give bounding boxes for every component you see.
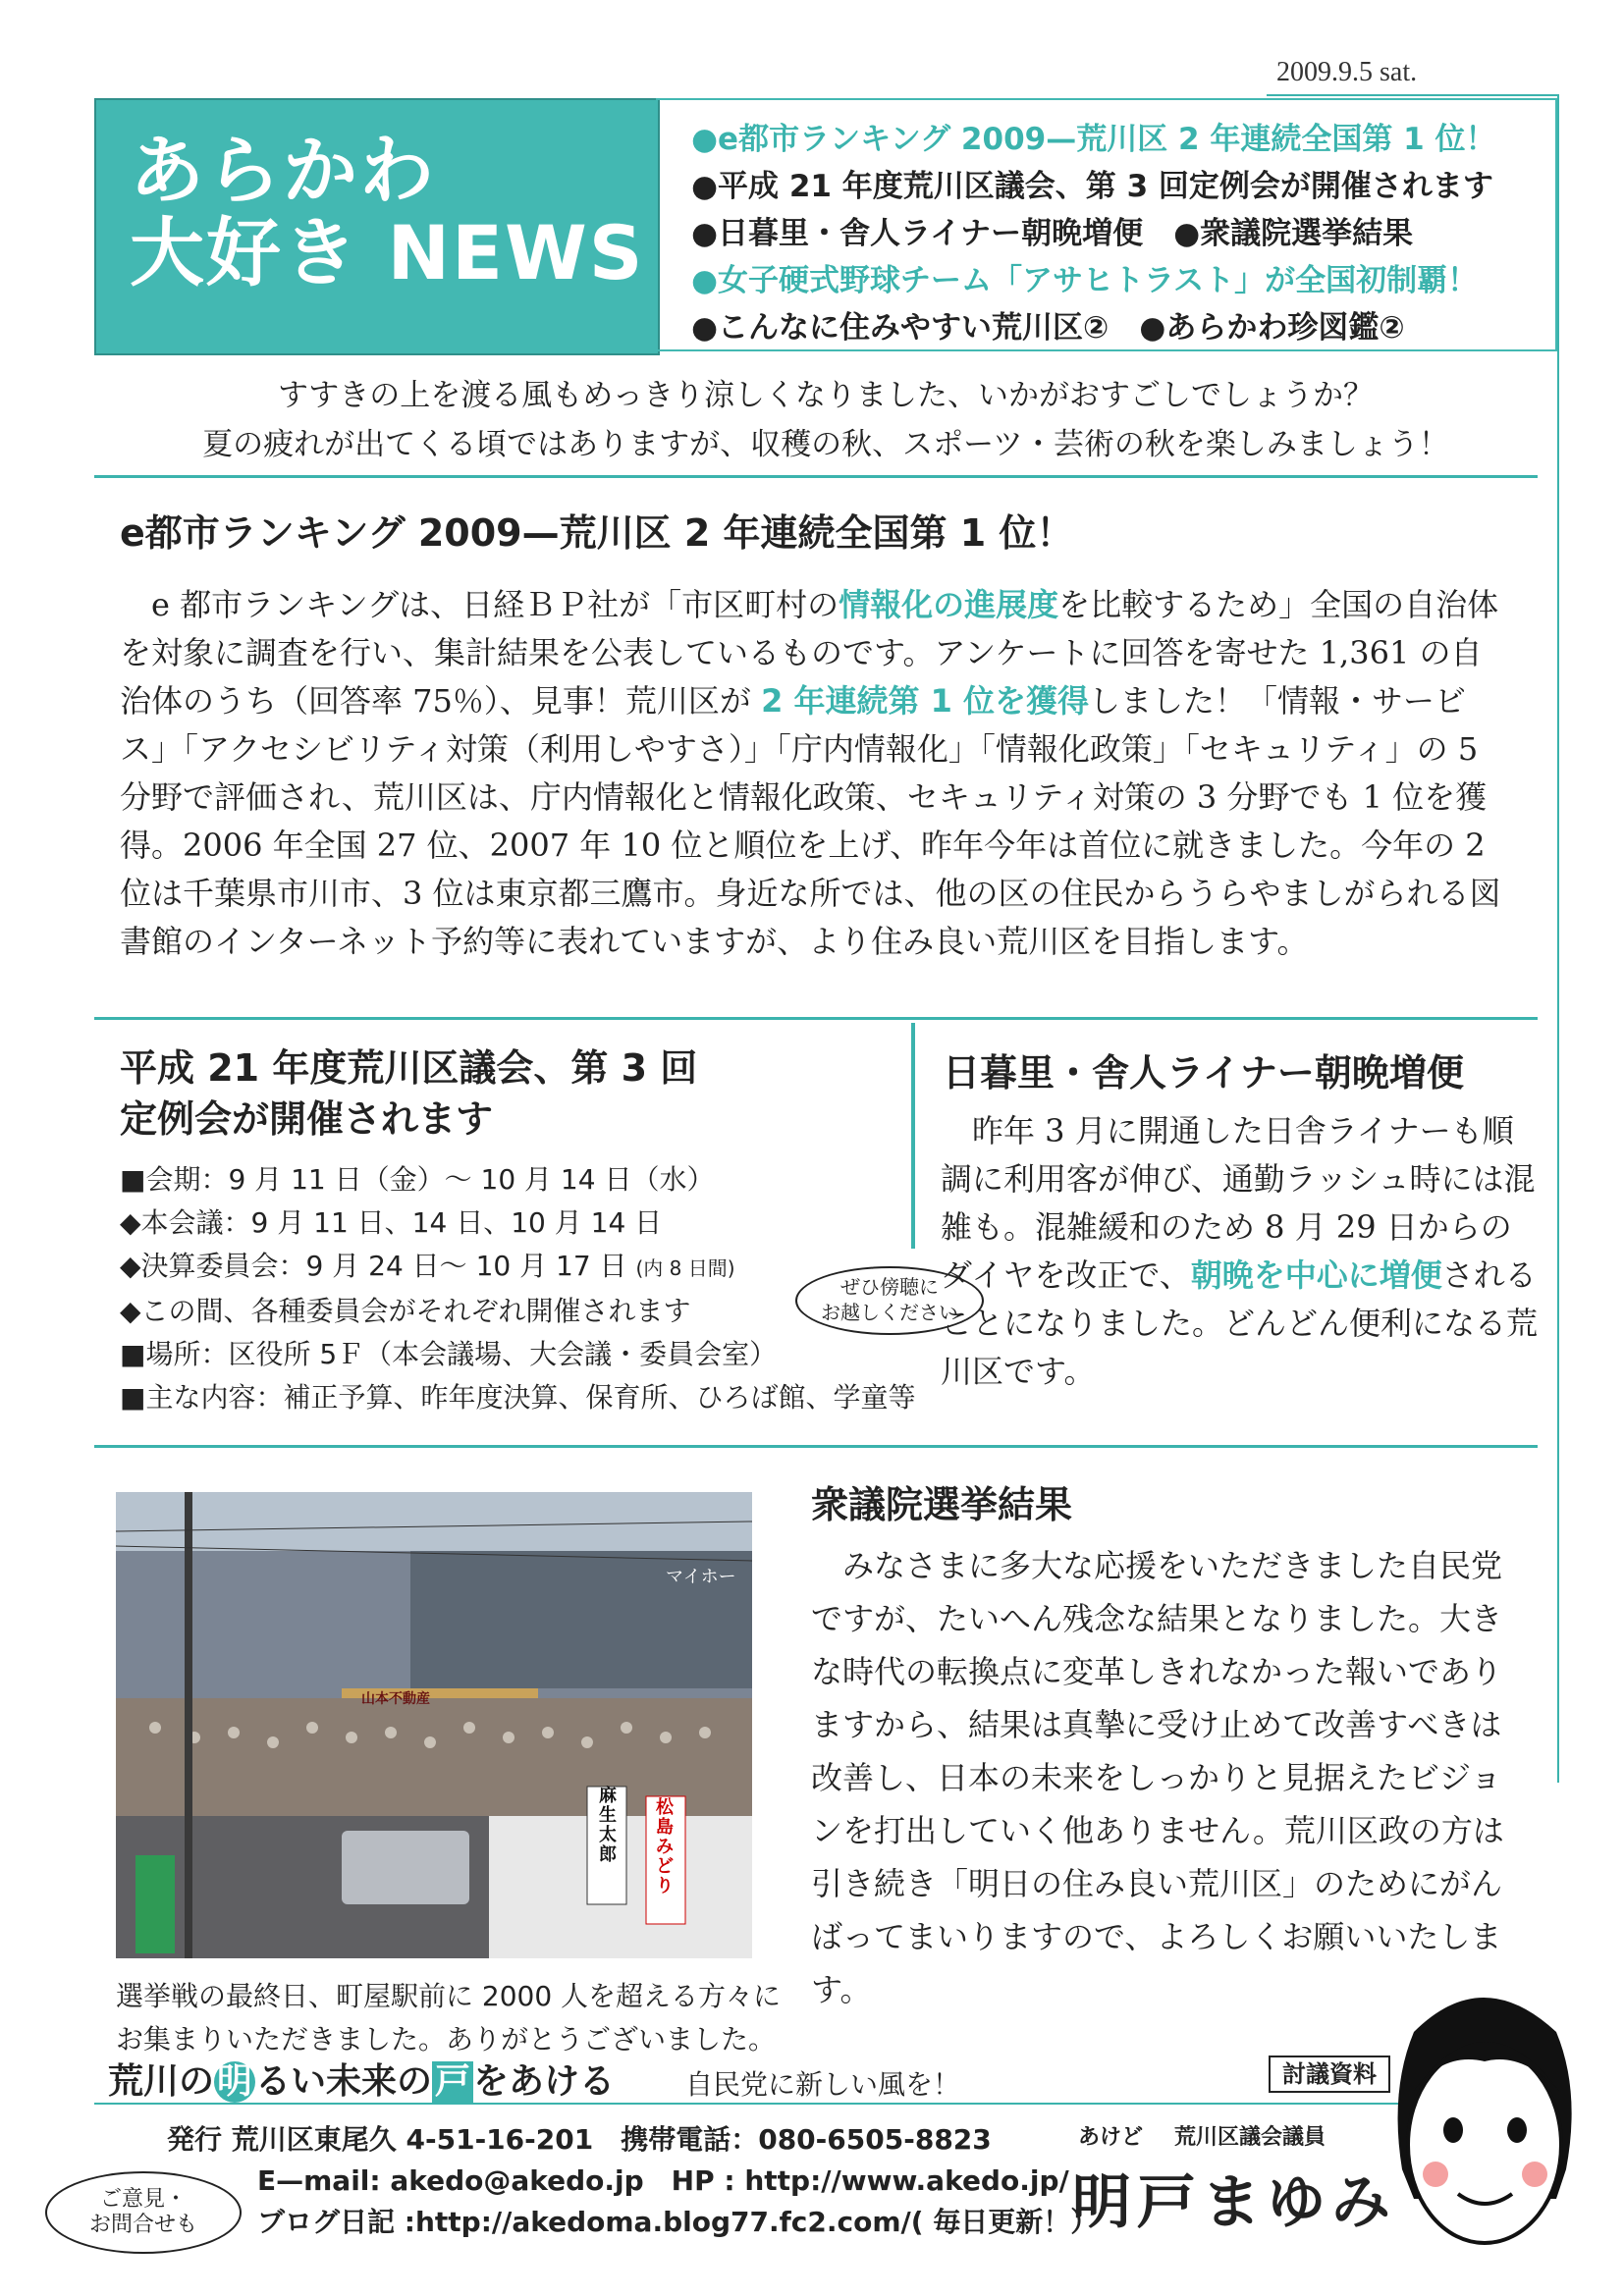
masthead (94, 98, 660, 355)
inquiry-bubble (45, 2171, 242, 2254)
photo-sign-building: マイホー (666, 1567, 736, 1587)
slogan-mark: 戸 (432, 2061, 473, 2103)
photo-sign-aso: 麻生太郎 (599, 1786, 617, 1865)
photo-sign-matsushima: 松島みどり (656, 1797, 674, 1896)
item-note: (内 8 日間) (635, 1256, 735, 1280)
council-schedule (120, 1158, 915, 1419)
text-run: しました！「情報・サービス」「アクセシビリティ対策（利用しやすさ）」「庁内情報化」「情報化政策」「セキュリティ」の 5 分野で評価され、荒川区は、庁内情報化と情報化政策、セキュリティ対策の 3 分野でも 1 位を獲得。2006 年全国 27 位、2007 年 10 位と順位を上げ、昨年今年は首位に就きました。今年の 2 位は千葉県市川市、3 位は東京都三鷹市。身近な所では、他の区の住民からうらやましがられる図書館のインターネット予約等に表れていますが、より住み良い荒川区を目指します。 (120, 682, 1501, 960)
discussion-material-tag: 討議資料 (1269, 2056, 1390, 2093)
section1-body (120, 581, 1512, 966)
toc-item: ●こんなに住みやすい荒川区② ●あらかわ珍図鑑② (691, 310, 1405, 346)
title-line: 平成 21 年度荒川区議会、第 3 回 (120, 1046, 698, 1090)
slogan-mark: 明 (214, 2061, 255, 2103)
bubble-line: ぜひ傍聴に (840, 1275, 939, 1299)
greeting-line: すすきの上を渡る風もめっきり涼しくなりました、いかがおすごしでしょうか？ (278, 378, 1374, 413)
section-divider (94, 1445, 1538, 1448)
bubble-line: ご意見・ (99, 2187, 187, 2212)
newsletter-title (130, 127, 645, 296)
toc-item: ●日暮里・舎人ライナー朝晩増便 ●衆議院選挙結果 (691, 216, 1414, 251)
right-rule (1557, 94, 1559, 1783)
section4-title: 衆議院選挙結果 (811, 1483, 1073, 1526)
table-of-contents (656, 98, 1557, 351)
schedule-item: ◆本会議：9 月 11 日、14 日、10 月 14 日 (120, 1206, 663, 1239)
councilor-name: 明戸まゆみ (1072, 2168, 1396, 2237)
section4-body: みなさまに多大な応援をいただきました自民党ですが、たいへん残念な結果となりました。大きな時代の転換点に変革しきれなかった報いでありますから、結果は真摯に受け止めて改善すべきは改善し、日本の未来をしっかりと見据えたビジョンを打出していく他ありません。荒川区政の方は引き続き「明日の住み良い荒川区」のためにがんばってまいりますので、よろしくお願いいたします。 (811, 1547, 1504, 2008)
section3-title: 日暮里・舎人ライナー朝晩増便 (943, 1051, 1464, 1095)
toc-item: ●平成 21 年度荒川区議会、第 3 回定例会が開催されます (691, 169, 1493, 204)
greeting (94, 371, 1557, 469)
section1-title: e都市ランキング 2009—荒川区 2 年連続全国第 1 位！ (120, 511, 1074, 555)
title-line-1: あらかわ (130, 127, 436, 214)
publisher-line: 発行 荒川区東尾久 4-51-16-201 携帯電話：080-6505-8823 (167, 2123, 992, 2156)
section-divider (94, 475, 1538, 478)
toc-item: ●e都市ランキング 2009—荒川区 2 年連続全国第 1 位！ (691, 122, 1496, 157)
title-line: 定例会が開催されます (120, 1097, 494, 1141)
photo-caption (116, 1975, 781, 2061)
councilor-role: 荒川区議会議員 (1174, 2125, 1326, 2150)
highlight-text: 情報化の進展度 (839, 586, 1059, 623)
schedule-item: ◆この間、各種委員会がそれぞれ開催されます (120, 1295, 691, 1327)
bubble-line: お問合せも (88, 2213, 197, 2237)
section3-body (941, 1107, 1540, 1396)
contact-email[interactable]: E—mail: akedo@akedo.jp HP : http://www.akedo.jp/ (257, 2164, 1069, 2197)
caption-line: 選挙戦の最終日、町屋駅前に 2000 人を超える方々に (116, 1980, 782, 2012)
greeting-line: 夏の疲れが出てくる頃ではありますが、収穫の秋、スポーツ・芸術の秋を楽しみましょう！ (202, 427, 1449, 462)
title-line-2: 大好き NEWS (130, 209, 645, 296)
text-run: を比較するため」全国の自治体を対象に調査を行い、集計結果を公表しているものです。アンケートに回答を寄せた 1,361 の自治体のうち（回答率 75％）、見事！荒川区が (120, 586, 1499, 720)
top-rule (1267, 94, 1557, 96)
bubble-line: お越しください (821, 1301, 958, 1324)
rally-photo (116, 1492, 752, 1958)
highlight-text: 朝晩を中心に増便 (1190, 1256, 1442, 1294)
schedule-item (120, 1245, 915, 1290)
highlight-text: 2 年連続第 1 位を獲得 (761, 682, 1090, 720)
slogan-text: るい未来の (255, 2061, 433, 2102)
section2-title (120, 1042, 697, 1145)
portrait-illustration (1375, 1973, 1591, 2268)
sub-slogan: 自民党に新しい風を！ (685, 2068, 961, 2101)
text-run: 昨年 3 月に開通した日舎ライナーも順調に利用客が伸び、通勤ラッシュ時には混雑も。混雑緩和のため 8 月 29 日からのダイヤを改正で、 (941, 1112, 1536, 1294)
slogan-text: をあける (473, 2061, 616, 2102)
item-text: ◆決算委員会：9 月 24 日〜 10 月 17 日 (120, 1250, 627, 1282)
text-run: されることになりました。どんどん便利になる荒川区です。 (941, 1256, 1539, 1390)
slogan-text: 荒川の (108, 2061, 215, 2102)
toc-item: ●女子硬式野球チーム「アサヒトラスト」が全国初制覇！ (691, 263, 1479, 298)
name-furigana: あけど (1078, 2125, 1144, 2150)
slogan (108, 2054, 615, 2104)
issue-date: 2009.9.5 sat. (1276, 57, 1418, 87)
photo-sign-shop: 山本不動産 (361, 1691, 430, 1707)
schedule-item: ■場所：区役所 5Ｆ（本会議場、大会議・委員会室） (120, 1338, 778, 1370)
schedule-item: ■会期：9 月 11 日（金）〜 10 月 14 日（水） (120, 1163, 715, 1196)
column-divider (911, 1023, 915, 1249)
schedule-item: ■主な内容：補正予算、昨年度決算、保育所、ひろば館、学童等 (120, 1381, 916, 1414)
blog-link[interactable]: ブログ日記 :http://akedoma.blog77.fc2.com/( 毎日更新！） (257, 2206, 1099, 2238)
caption-line: お集まりいただきました。ありがとうございました。 (116, 2023, 777, 2056)
footer-rule (94, 2103, 1410, 2105)
text-run: e 都市ランキングは、日経ＢＰ社が「市区町村の (120, 586, 839, 623)
section-divider (94, 1017, 1538, 1020)
